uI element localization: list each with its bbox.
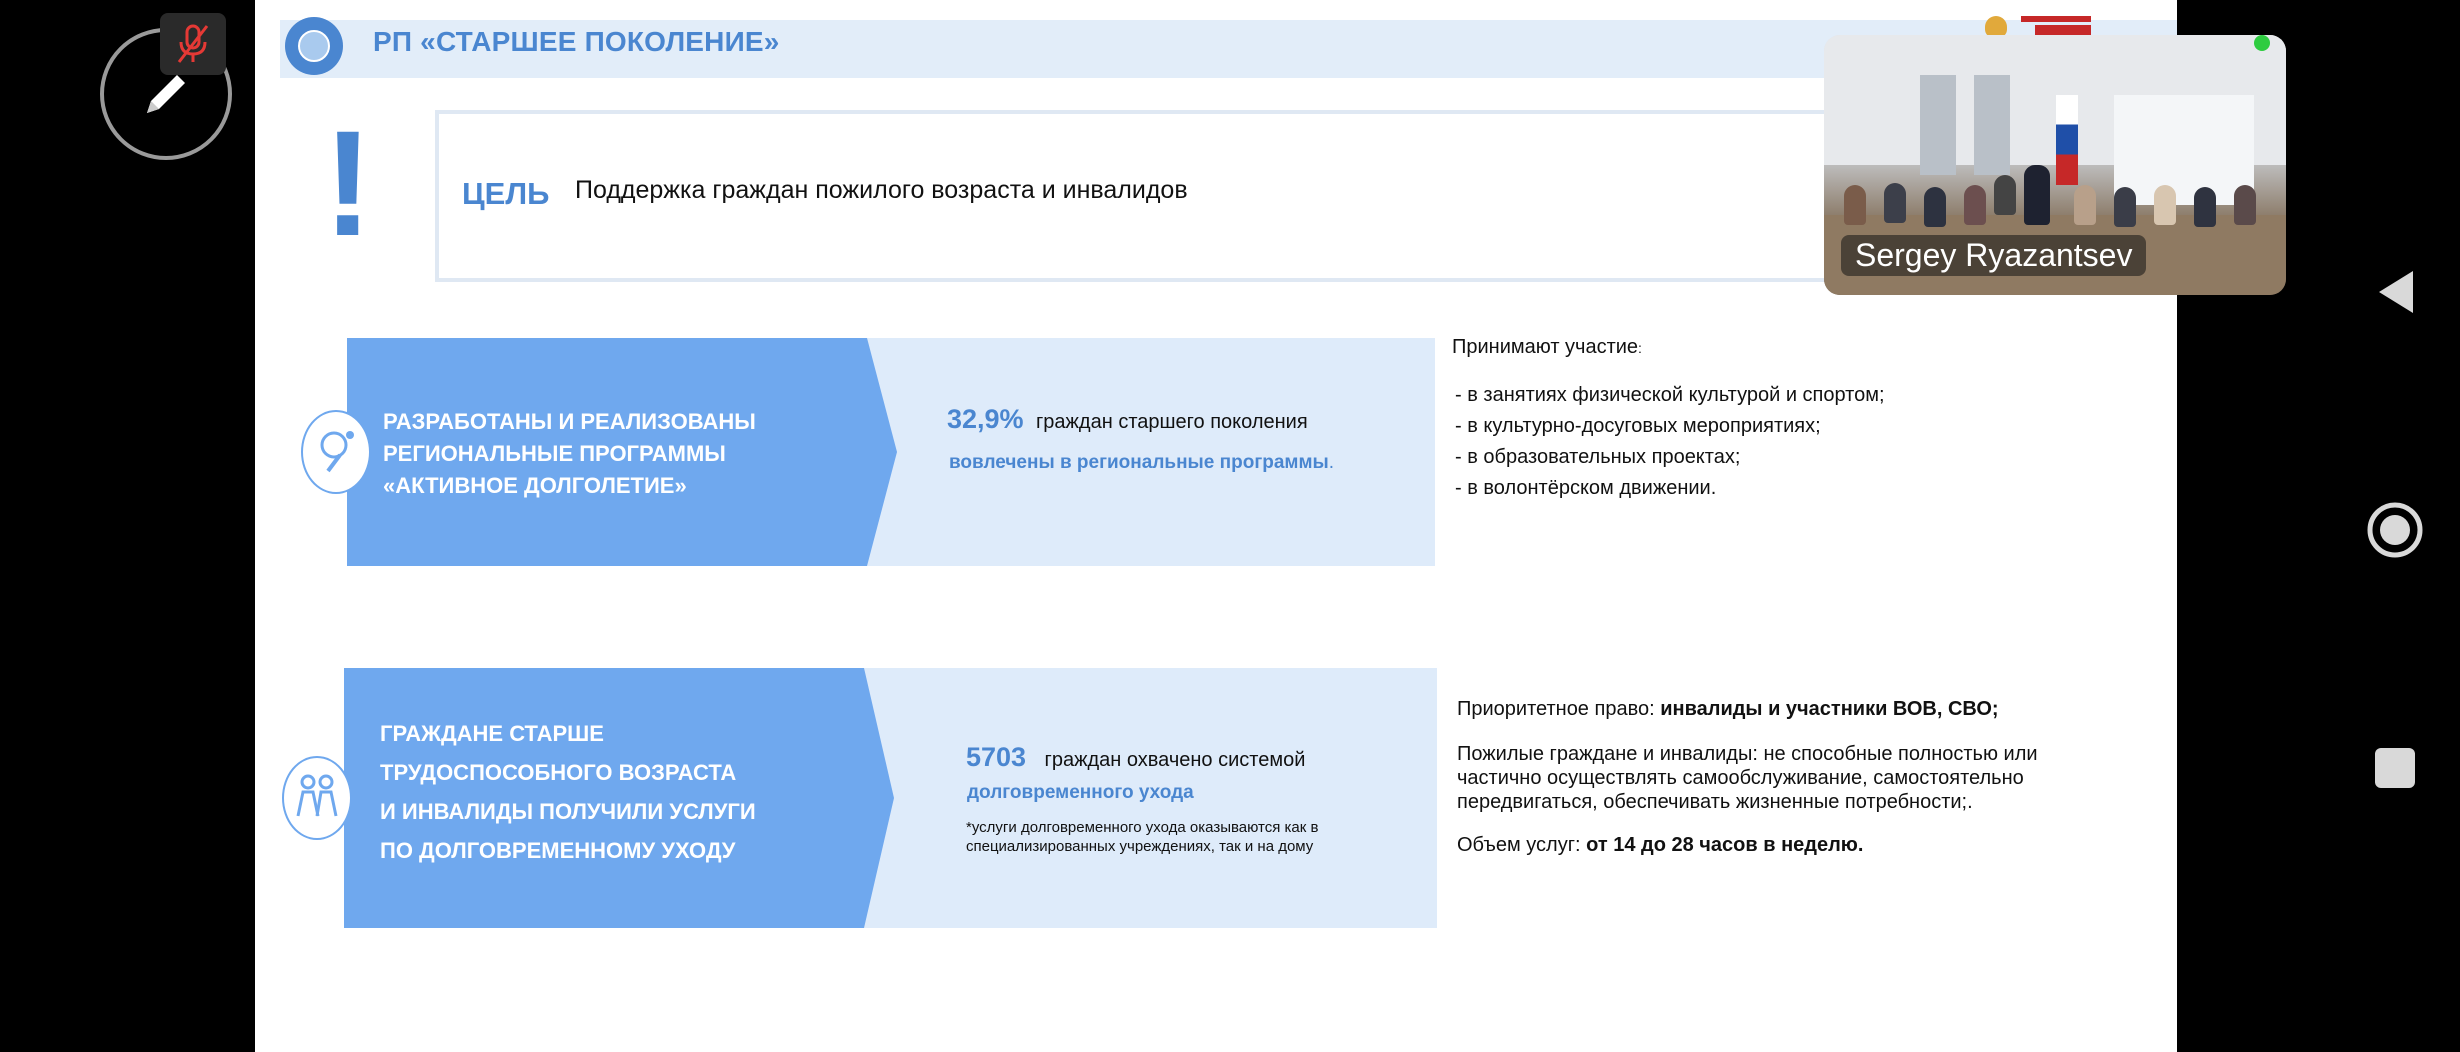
priority-right: Приоритетное право: инвалиды и участники ВОВ, СВО; <box>1457 698 1999 720</box>
block1-title-line: РЕГИОНАЛЬНЫЕ ПРОГРАММЫ <box>383 441 726 466</box>
triangle-back-icon <box>2373 267 2417 317</box>
square-recents-icon <box>2373 746 2417 790</box>
block1-title-line: РАЗРАБОТАНЫ И РЕАЛИЗОВАНЫ <box>383 409 756 434</box>
block2-title-line: И ИНВАЛИДЫ ПОЛУЧИЛИ УСЛУГИ <box>380 799 756 824</box>
participant-name: Sergey Ryazantsev <box>1841 235 2146 276</box>
exclamation-mark: ! <box>323 99 373 267</box>
participation-title: Принимают участие: <box>1452 336 1642 358</box>
list-item: - в волонтёрском движении. <box>1455 477 1717 499</box>
stat-value: 5703 <box>966 742 1027 772</box>
eligibility-text: Пожилые граждане и инвалиды: не способные полностью или частично осуществлять самообслуживание, самостоятельно передвигаться, обеспечивать жизненные потребности;. <box>1457 743 2038 813</box>
list-item: - в культурно-досуговых мероприятиях; <box>1455 415 1821 437</box>
care-footnote: *услуги долговременного ухода оказываются как в специализированных учреждениях, так и на дому <box>966 819 1319 855</box>
participation-list <box>1455 380 1885 504</box>
list-item: - в образовательных проектах; <box>1455 446 1741 468</box>
ping-pong-icon <box>301 410 371 494</box>
back-button[interactable] <box>2330 242 2460 342</box>
stat-text: граждан старшего поколения <box>1036 411 1308 433</box>
goal-label: ЦЕЛЬ <box>462 176 550 211</box>
block2-title-line: ГРАЖДАНЕ СТАРШЕ <box>380 721 604 746</box>
flag-graphic <box>2056 95 2078 185</box>
system-nav-bar <box>2330 0 2460 1052</box>
active-longevity-block <box>347 338 1435 566</box>
banner-graphic <box>2114 95 2254 205</box>
circle-home-icon <box>2365 500 2425 560</box>
block2-title-line: ТРУДОСПОСОБНОГО ВОЗРАСТА <box>380 760 737 785</box>
block2-title-line: ПО ДОЛГОВРЕМЕННОМУ УХОДУ <box>380 838 736 863</box>
mic-off-icon <box>173 22 213 66</box>
list-item: - в занятиях физической культурой и спортом; <box>1455 384 1885 406</box>
stat-subtext: долговременного ухода <box>967 782 1194 803</box>
goal-text: Поддержка граждан пожилого возраста и инвалидов <box>575 176 1188 204</box>
long-term-care-block <box>344 668 1437 928</box>
participant-video-tile[interactable] <box>1824 35 2286 295</box>
stat-text: граждан охвачено системой <box>1044 749 1306 771</box>
home-button[interactable] <box>2330 480 2460 580</box>
slide-title: РП «СТАРШЕЕ ПОКОЛЕНИЕ» <box>373 26 780 57</box>
stat-value: 32,9% <box>947 404 1024 434</box>
service-volume: Объем услуг: от 14 до 28 часов в неделю. <box>1457 834 1864 856</box>
block1-title-line: «АКТИВНОЕ ДОЛГОЛЕТИЕ» <box>383 473 687 498</box>
stat-subtext: вовлечены в региональные программы. <box>949 452 1335 473</box>
active-speaker-dot <box>2254 35 2270 51</box>
people-icon <box>282 756 352 840</box>
title-circle-icon <box>285 17 343 75</box>
recents-button[interactable] <box>2330 718 2460 818</box>
mute-indicator-button[interactable] <box>160 13 226 75</box>
